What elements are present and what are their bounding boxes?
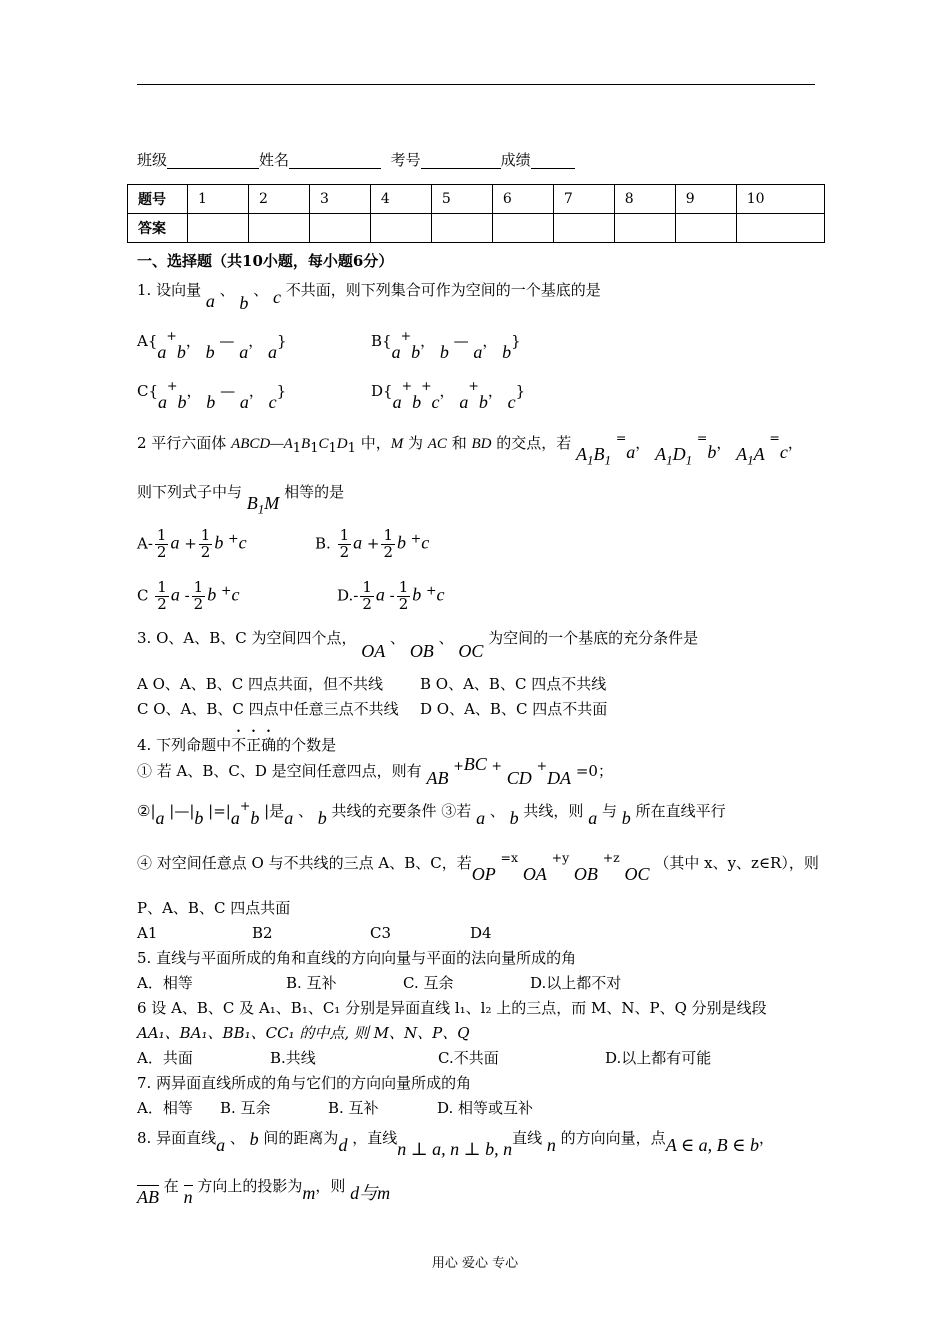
q4-statement-4: ④ 对空间任意点 O 与不共线的三点 A、B、C，若OP $^{=x}$ OA $^{+y}$ OB $^{+z}$ OC （其中 x、y、z∈R），则 [137, 850, 819, 884]
q6-option-c[interactable]: C.不共面 [438, 1049, 499, 1067]
exam-no-label: 考号 [390, 151, 421, 169]
q4-option-a[interactable]: A1 [137, 924, 158, 942]
q5-option-a[interactable]: A．相等 [137, 974, 193, 992]
q2-stem: 2 平行六面体 $ABCD—A_1B_1C_1D_1$ 中，M 为 AC 和 BD 的交点，若 $A_1B_1$ =a， $A_1D_1$ =b， $A_1A$ =c， [137, 430, 803, 468]
answer-cell[interactable] [553, 214, 614, 243]
name-field[interactable] [289, 153, 381, 169]
q5-option-d[interactable]: D.以上都不对 [530, 974, 622, 992]
q3-option-d[interactable]: D O、A、B、C 四点不共面 [420, 700, 608, 718]
q5-option-b[interactable]: B. 互补 [286, 974, 337, 992]
q4-statement-4-cont: P、A、B、C 四点共面 [137, 899, 291, 917]
q8-stem: 8. 异面直线a 、 b 间的距离为d ，直线n ⊥ a, n ⊥ b, n直线 n 的方向向量，点A ∈ a, B ∈ b， [137, 1129, 775, 1159]
row-label-question: 题号 [128, 185, 188, 214]
q1-option-c[interactable]: C{a+b， b — a， c} [137, 378, 287, 412]
q3-option-a[interactable]: A O、A、B、C 四点共面，但不共线 [137, 675, 383, 693]
q8-stem-line2: AB 在 n 方向上的投影为m，则 d与m [137, 1177, 391, 1207]
answer-cell[interactable] [492, 214, 553, 243]
q6-option-d[interactable]: D.以上都有可能 [605, 1049, 712, 1067]
answer-cell[interactable] [370, 214, 431, 243]
answer-cell[interactable] [614, 214, 675, 243]
q4-statement-2-3: ②|a |—|b |=|a+b |是a 、 b 共线的充要条件 ③若 a 、 b 共线，则 a 与 b 所在直线平行 [137, 798, 726, 828]
qnum-cell: 4 [370, 185, 431, 214]
exam-no-field[interactable] [421, 153, 501, 169]
qnum-cell: 1 [188, 185, 249, 214]
q2-stem-line2: 则下列式子中与 $B_1M$ 相等的是 [137, 483, 345, 517]
q6-stem-line2: AA₁、BA₁、BB₁、CC₁ 的中点, 则 M、N、P、Q [137, 1024, 470, 1042]
q5-option-c[interactable]: C. 互余 [403, 974, 454, 992]
q1-option-d[interactable]: D{a+b+c， a+b， c} [371, 378, 526, 412]
top-rule [137, 84, 815, 85]
q2-option-a[interactable]: A- $\frac{1}{2}$ a + $\frac{1}{2}$ b +c [137, 526, 247, 561]
page-footer: 用心 爱心 专心 [431, 1256, 519, 1271]
class-label: 班级 [137, 151, 168, 169]
qnum-cell: 6 [492, 185, 553, 214]
q7-option-a[interactable]: A．相等 [137, 1099, 193, 1117]
answer-cell[interactable] [248, 214, 309, 243]
class-field[interactable] [167, 153, 259, 169]
row-label-answer: 答案 [128, 214, 188, 243]
q4-option-d[interactable]: D4 [470, 924, 492, 942]
answer-cell[interactable] [675, 214, 736, 243]
qnum-cell: 7 [553, 185, 614, 214]
answer-row [128, 214, 825, 243]
question-number-row [128, 185, 825, 214]
answer-cell[interactable] [309, 214, 370, 243]
answer-table [127, 184, 825, 243]
q3-option-b[interactable]: B O、A、B、C 四点不共线 [420, 675, 607, 693]
qnum-cell: 3 [309, 185, 370, 214]
q1-stem: 1. 设向量 a 、 b 、 c 不共面，则下列集合可作为空间的一个基底的是 [137, 281, 601, 313]
q3-stem: 3. O、A、B、C 为空间四个点， OA 、 OB 、 OC 为空间的一个基底的充分条件是 [137, 629, 699, 661]
q7-option-d[interactable]: D. 相等或互补 [437, 1099, 534, 1117]
name-label: 姓名 [259, 151, 290, 169]
qnum-cell: 8 [614, 185, 675, 214]
q4-stem: 4. 下列命题中不正确的个数是 [137, 736, 337, 754]
q6-option-a[interactable]: A．共面 [137, 1049, 193, 1067]
answer-cell[interactable] [431, 214, 492, 243]
q6-option-b[interactable]: B.共线 [270, 1049, 316, 1067]
q7-option-b[interactable]: B. 互余 [220, 1099, 271, 1117]
score-field[interactable] [531, 153, 575, 169]
q1-option-a[interactable]: A{a+b， b — a， a} [137, 328, 287, 362]
q4-statement-1: ① 若 A、B、C、D 是空间任意四点，则有 AB +BC + CD +DA =0； [137, 754, 613, 788]
q2-option-d[interactable]: D.- $\frac{1}{2}$ a - $\frac{1}{2}$ b +c [337, 578, 445, 613]
qnum-cell: 2 [248, 185, 309, 214]
q1-option-b[interactable]: B{a+b， b — a， b} [371, 328, 521, 362]
q2-option-c[interactable]: C $\frac{1}{2}$ a - $\frac{1}{2}$ b +c [137, 578, 240, 613]
qnum-cell: 10 [736, 185, 824, 214]
qnum-cell: 9 [675, 185, 736, 214]
score-label: 成绩 [500, 151, 531, 169]
q3-option-c[interactable]: C O、A、B、C 四点中任意三点不共线 [137, 700, 399, 718]
q2-option-b[interactable]: B. $\frac{1}{2}$ a + $\frac{1}{2}$ b +c [315, 526, 430, 561]
student-info-line [137, 153, 575, 169]
answer-cell[interactable] [736, 214, 824, 243]
q5-stem: 5. 直线与平面所成的角和直线的方向向量与平面的法向量所成的角 [137, 949, 577, 967]
section-title: 一、选择题（共10小题，每小题6分） [137, 252, 394, 270]
q6-stem-line1: 6 设 A、B、C 及 A₁、B₁、C₁ 分别是异面直线 l₁、l₂ 上的三点，而 M、N、P、Q 分别是线段 [137, 999, 767, 1017]
q7-option-c[interactable]: B. 互补 [328, 1099, 379, 1117]
q4-option-b[interactable]: B2 [252, 924, 273, 942]
q7-stem: 7. 两异面直线所成的角与它们的方向向量所成的角 [137, 1074, 472, 1092]
q4-option-c[interactable]: C3 [370, 924, 392, 942]
qnum-cell: 5 [431, 185, 492, 214]
answer-cell[interactable] [188, 214, 249, 243]
